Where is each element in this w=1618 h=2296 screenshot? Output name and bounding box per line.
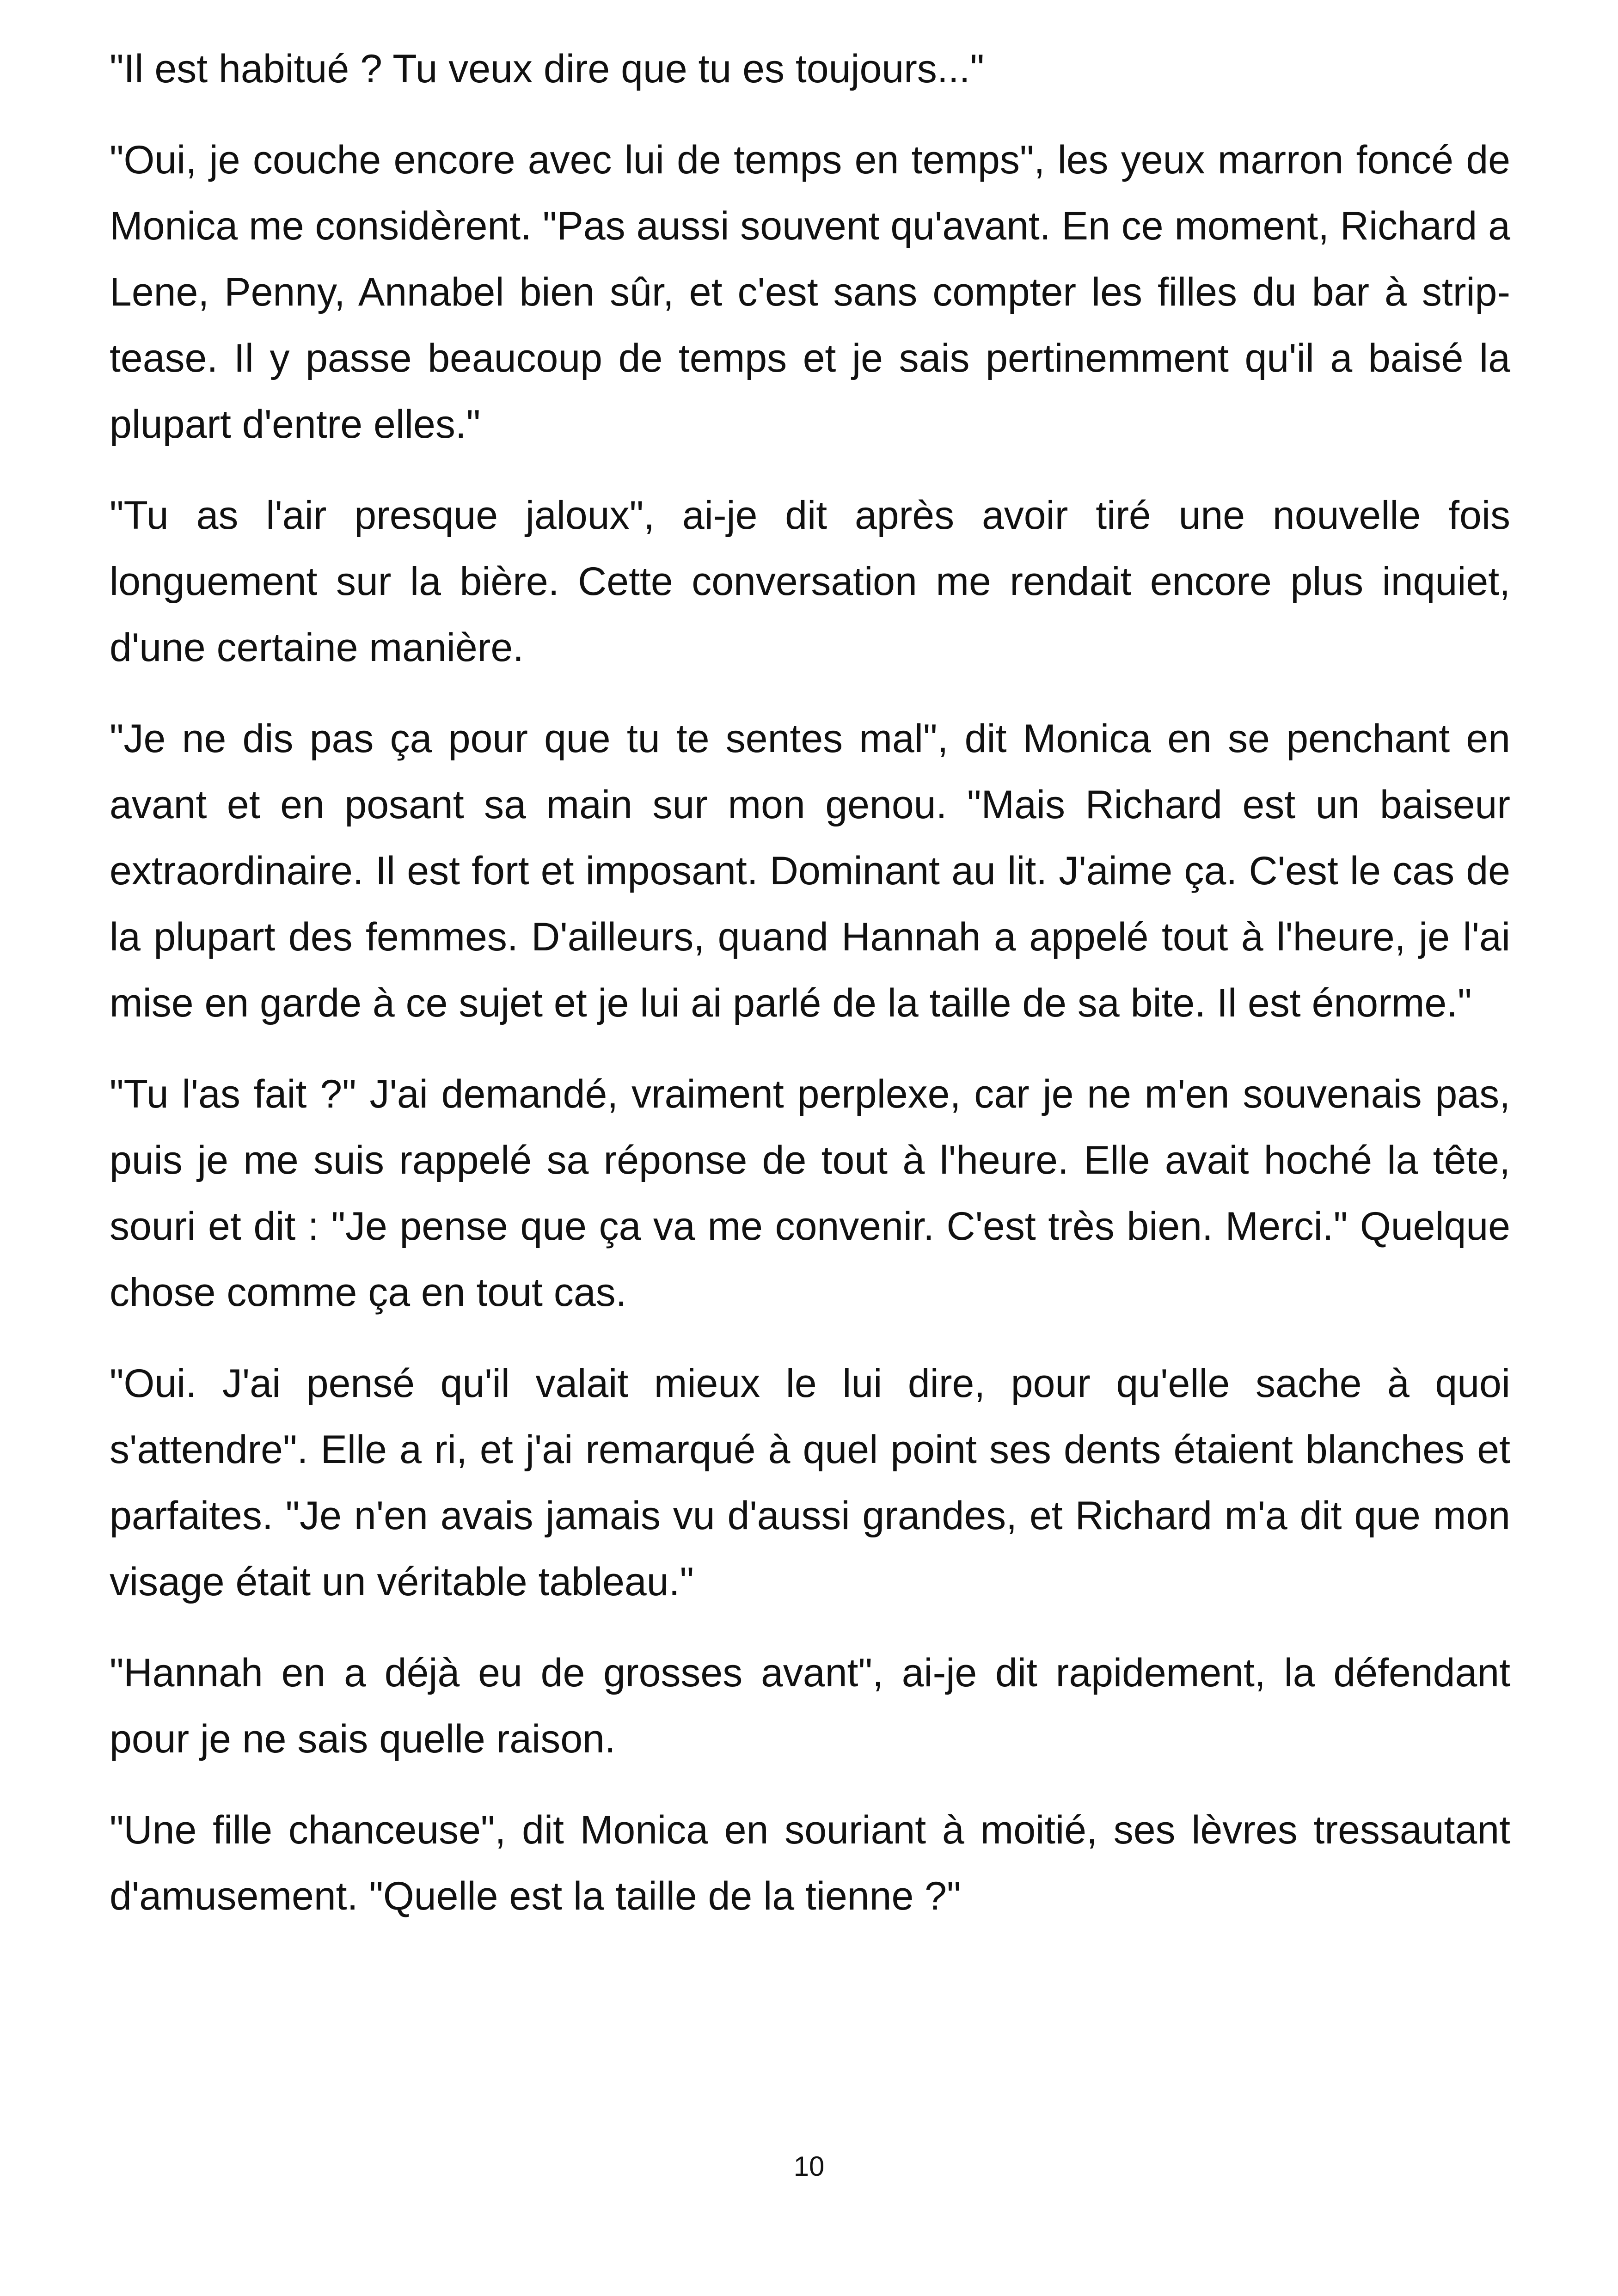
paragraph: "Je ne dis pas ça pour que tu te sentes mal", dit Monica en se penchant en avant et en posant sa main sur mon genou. "Mais Richard est un baiseur extraordinaire. Il est fort et imposant. Dominant au lit. J'aime ça. C'est le cas de la plupart des femmes. D'ailleurs, quand Hannah a appelé tout à l'heure, je l'ai mise en garde à ce sujet et je lui ai parlé de la taille de sa bite. Il est énorme." [110,716,1510,1025]
paragraph: "Il est habitué ? Tu veux dire que tu es toujours..." [110,47,985,91]
paragraph: "Oui, je couche encore avec lui de temps en temps", les yeux marron foncé de Monica me considèrent. "Pas aussi souvent qu'avant. En ce moment, Richard a Lene, Penny, Annabel bien sûr, et c'est sans compter les filles du bar à strip-tease. Il y passe beaucoup de temps et je sais pertinemment qu'il a baisé la plupart d'entre elles." [110,138,1510,447]
paragraph: "Tu l'as fait ?" J'ai demandé, vraiment perplexe, car je ne m'en souvenais pas, puis je me suis rappelé sa réponse de tout à l'heure. Elle avait hoché la tête, souri et dit : "Je pense que ça va me convenir. C'est très bien. Merci." Quelque chose comme ça en tout cas. [110,1072,1510,1315]
body-text [110,36,1510,1954]
paragraph: "Hannah en a déjà eu de grosses avant", ai-je dit rapidement, la défendant pour je ne sais quelle raison. [110,1651,1510,1761]
paragraph: "Une fille chanceuse", dit Monica en souriant à moitié, ses lèvres tressautant d'amusement. "Quelle est la taille de la tienne ?" [110,1808,1510,1918]
paragraph: "Tu as l'air presque jaloux", ai-je dit après avoir tiré une nouvelle fois longuement sur la bière. Cette conversation me rendait encore plus inquiet, d'une certaine manière. [110,493,1510,670]
paragraph: "Oui. J'ai pensé qu'il valait mieux le lui dire, pour qu'elle sache à quoi s'attendre". Elle a ri, et j'ai remarqué à quel point ses dents étaient blanches et parfaites. "Je n'en avais jamais vu d'aussi grandes, et Richard m'a dit que mon visage était un véritable tableau." [110,1361,1510,1604]
page-number: 10 [793,2151,825,2182]
